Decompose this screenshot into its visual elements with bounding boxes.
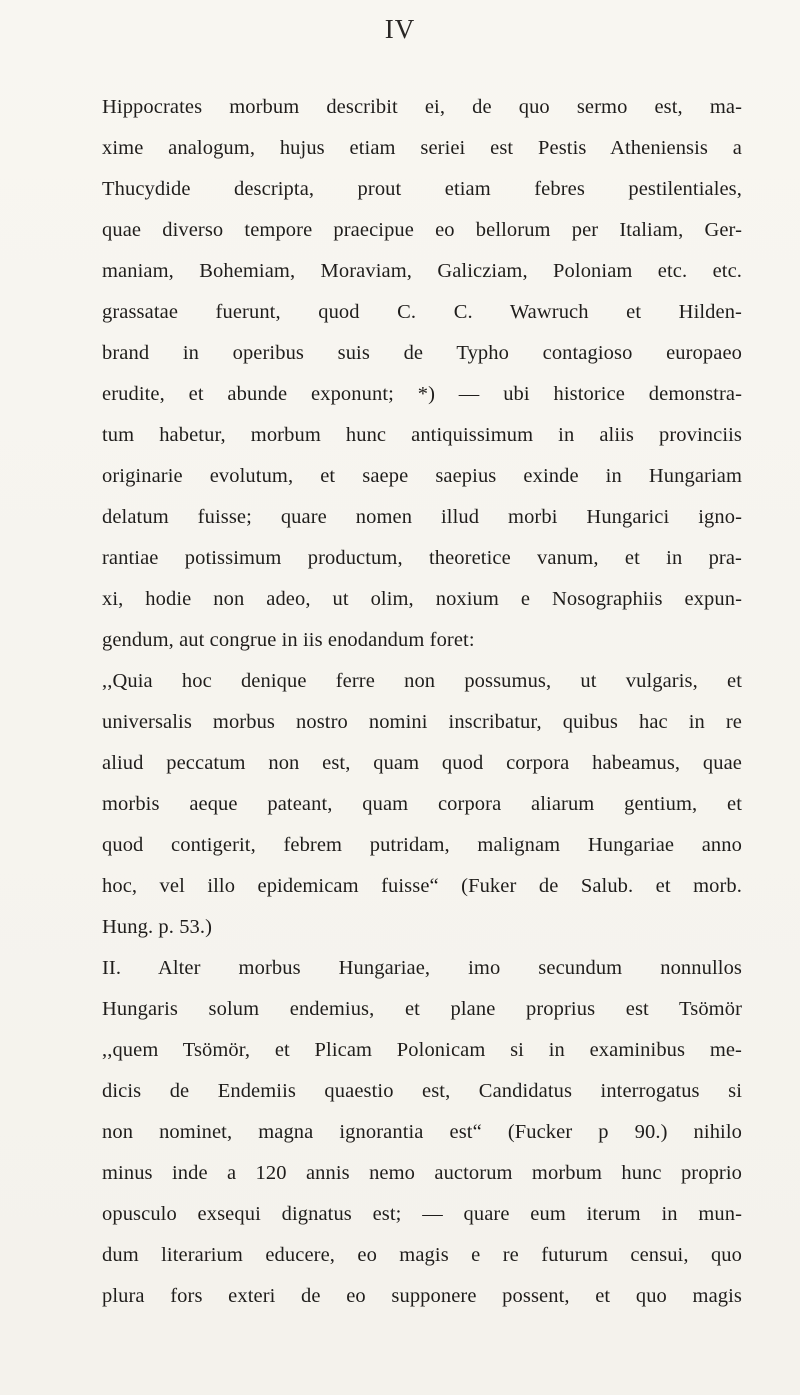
- text-line-1: Hippocrates morbum describit ei, de quo sermo est, ma-: [102, 96, 742, 118]
- text-line-27: minus inde a 120 annis nemo auctorum morbum hunc proprio: [102, 1162, 742, 1184]
- text-line-30: plura fors exteri de eo supponere possent, et quo magis: [102, 1285, 742, 1307]
- text-line-6: grassatae fuerunt, quod C. C. Wawruch et Hilden-: [102, 301, 742, 323]
- text-line-14: gendum, aut congrue in iis enodandum foret:: [102, 629, 475, 651]
- text-line-11: delatum fuisse; quare nomen illud morbi Hungarici igno-: [102, 506, 742, 528]
- text-line-3: Thucydide descripta, prout etiam febres pestilentiales,: [102, 178, 742, 200]
- page-number: IV: [384, 14, 416, 44]
- text-line-2: xime analogum, hujus etiam seriei est Pestis Atheniensis a: [102, 137, 742, 159]
- text-line-15: ,,Quia hoc denique ferre non possumus, ut vulgaris, et: [102, 670, 742, 692]
- text-line-20: hoc, vel illo epidemicam fuisse“ (Fuker de Salub. et morb.: [102, 875, 742, 897]
- text-line-19: quod contigerit, febrem putridam, malignam Hungariae anno: [102, 834, 742, 856]
- text-line-16: universalis morbus nostro nomini inscribatur, quibus hac in re: [102, 711, 742, 733]
- text-line-22: II. Alter morbus Hungariae, imo secundum nonnullos: [102, 957, 742, 979]
- text-line-4: quae diverso tempore praecipue eo bellorum per Italiam, Ger-: [102, 219, 742, 241]
- text-line-8: erudite, et abunde exponunt; *) — ubi historice demonstra-: [102, 383, 742, 405]
- text-line-18: morbis aeque pateant, quam corpora aliarum gentium, et: [102, 793, 742, 815]
- text-line-26: non nominet, magna ignorantia est“ (Fucker p 90.) nihilo: [102, 1121, 742, 1143]
- text-line-17: aliud peccatum non est, quam quod corpora habeamus, quae: [102, 752, 742, 774]
- text-line-7: brand in operibus suis de Typho contagioso europaeo: [102, 342, 742, 364]
- text-line-13: xi, hodie non adeo, ut olim, noxium e Nosographiis expun-: [102, 588, 742, 610]
- text-line-28: opusculo exsequi dignatus est; — quare eum iterum in mun-: [102, 1203, 742, 1225]
- text-line-12: rantiae potissimum productum, theoretice vanum, et in pra-: [102, 547, 742, 569]
- text-line-21: Hung. p. 53.): [102, 916, 213, 938]
- text-line-25: dicis de Endemiis quaestio est, Candidatus interrogatus si: [102, 1080, 742, 1102]
- text-line-5: maniam, Bohemiam, Moraviam, Galicziam, Poloniam etc. etc.: [102, 260, 742, 282]
- text-line-24: ,,quem Tsömör, et Plicam Polonicam si in examinibus me-: [102, 1039, 742, 1061]
- text-line-23: Hungaris solum endemius, et plane proprius est Tsömör: [102, 998, 742, 1020]
- text-line-10: originarie evolutum, et saepe saepius exinde in Hungariam: [102, 465, 742, 487]
- text-line-29: dum literarium educere, eo magis e re futurum censui, quo: [102, 1244, 742, 1266]
- text-line-9: tum habetur, morbum hunc antiquissimum in aliis provinciis: [102, 424, 742, 446]
